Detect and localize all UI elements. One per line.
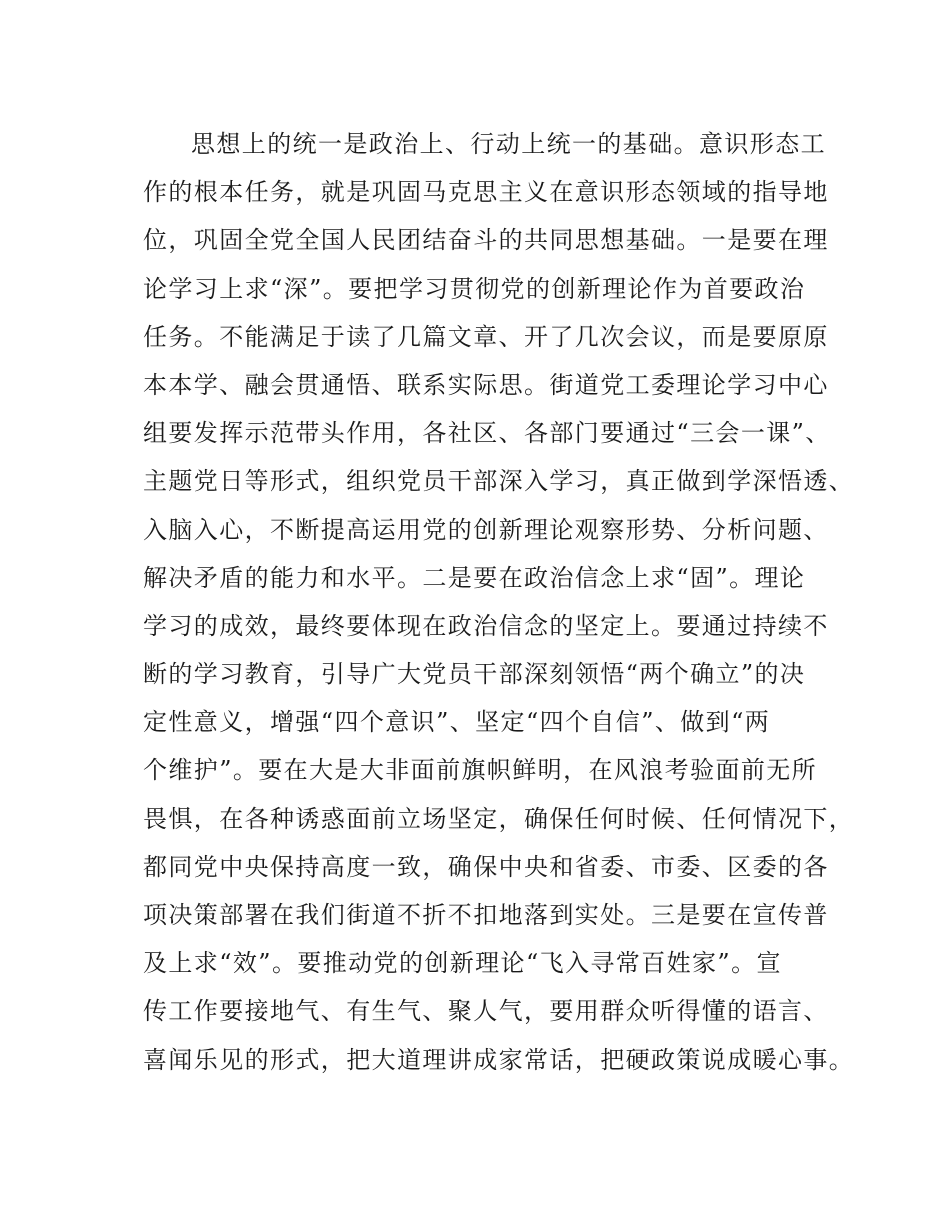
paragraph-line: 学习的成效，最终要体现在政治信念的坚定上。要通过持续不 [143, 611, 829, 640]
paragraph-line: 组要发挥示范带头作用，各社区、各部门要通过“三会一课”、 [143, 419, 831, 448]
paragraph-line: 都同党中央保持高度一致，确保中央和省委、市委、区委的各 [143, 852, 829, 881]
paragraph-line: 入脑入心，不断提高运用党的创新理论观察形势、分析问题、 [143, 515, 829, 544]
paragraph-line: 解决矛盾的能力和水平。二是要在政治信念上求“固”。理论 [143, 563, 806, 592]
paragraph-line: 喜闻乐见的形式，把大道理讲成家常话，把硬政策说成暖心事。 [143, 1045, 855, 1074]
paragraph-line: 本本学、融会贯通悟、联系实际思。街道党工委理论学习中心 [143, 370, 829, 399]
paragraph-line: 任务。不能满足于读了几篇文章、开了几次会议，而是要原原 [143, 322, 829, 351]
paragraph-line: 断的学习教育，引导广大党员干部深刻领悟“两个确立”的决 [143, 660, 806, 689]
paragraph-line: 主题党日等形式，组织党员干部深入学习，真正做到学深悟透、 [143, 467, 855, 496]
paragraph-line: 传工作要接地气、有生气、聚人气，要用群众听得懂的语言、 [143, 997, 829, 1026]
paragraph-line: 论学习上求“深”。要把学习贯彻党的创新理论作为首要政治 [143, 274, 806, 303]
paragraph-line: 作的根本任务，就是巩固马克思主义在意识形态领域的指导地 [143, 178, 829, 207]
body-paragraph [143, 120, 855, 1084]
paragraph-line: 及上求“效”。要推动党的创新理论“飞入寻常百姓家”。宣 [143, 949, 782, 978]
paragraph-line: 定性意义，增强“四个意识”、坚定“四个自信”、做到“两 [143, 708, 771, 737]
paragraph-line: 项决策部署在我们街道不折不扣地落到实处。三是要在宣传普 [143, 901, 829, 929]
paragraph-line: 思想上的统一是政治上、行动上统一的基础。意识形态工 [191, 130, 826, 158]
paragraph-line: 位，巩固全党全国人民团结奋斗的共同思想基础。一是要在理 [143, 226, 829, 255]
paragraph-line: 个维护”。要在大是大非面前旗帜鲜明，在风浪考验面前无所 [143, 756, 818, 785]
paragraph-line: 畏惧，在各种诱惑面前立场坚定，确保任何时候、任何情况下， [143, 804, 855, 833]
